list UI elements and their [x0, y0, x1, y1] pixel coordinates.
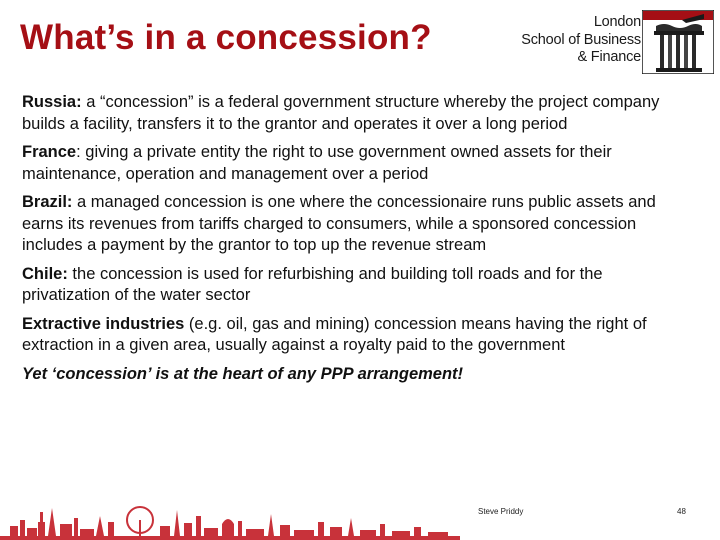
term-chile: Chile: — [22, 264, 68, 283]
school-logo — [505, 10, 715, 74]
closing-statement: Yet ‘concession’ is at the heart of any PPP arrangement! — [22, 364, 464, 383]
paragraph-russia — [22, 92, 692, 135]
term-brazil: Brazil: — [22, 193, 73, 211]
definition-russia: a “concession” is a federal government structure whereby the project company builds a facility, transfers it to the grantor and operates it over a long period — [22, 93, 660, 133]
slide-body — [22, 92, 692, 392]
definition-brazil: a managed concession is one where the concessionaire runs public assets and earns its revenues from tariffs charged to consumers, while a sponsored concession includes a payment by the grantor to top up the revenue stream — [22, 193, 656, 254]
paragraph-chile — [22, 264, 692, 307]
footer-author: Steve Priddy — [478, 507, 524, 516]
paragraph-france — [22, 142, 692, 185]
term-extractive: Extractive industries — [22, 314, 185, 333]
definition-extractive: (e.g. oil, gas and mining) concession means having the right of extraction in a given area, usually against a royalty paid to the government — [22, 314, 647, 354]
logo-line-3: & Finance — [577, 49, 641, 65]
logo-line-1: London — [593, 14, 641, 30]
term-france: France — [22, 143, 77, 161]
slide-number: 48 — [677, 507, 686, 516]
logo-wordmark — [509, 14, 641, 67]
definition-france: : giving a private entity the right to use government owned assets for their maintenance, operation and management over a period — [22, 143, 612, 183]
logo-line-2: School of Business — [521, 31, 641, 48]
london-skyline-icon — [0, 496, 460, 540]
definition-chile: the concession is used for refurbishing and building toll roads and for the privatization of the water sector — [22, 264, 603, 304]
slide-title: What’s in a concession? — [20, 18, 432, 57]
column-logo-icon — [642, 10, 714, 74]
term-russia: Russia: — [22, 93, 82, 111]
paragraph-brazil — [22, 192, 692, 257]
paragraph-extractive — [22, 314, 692, 357]
